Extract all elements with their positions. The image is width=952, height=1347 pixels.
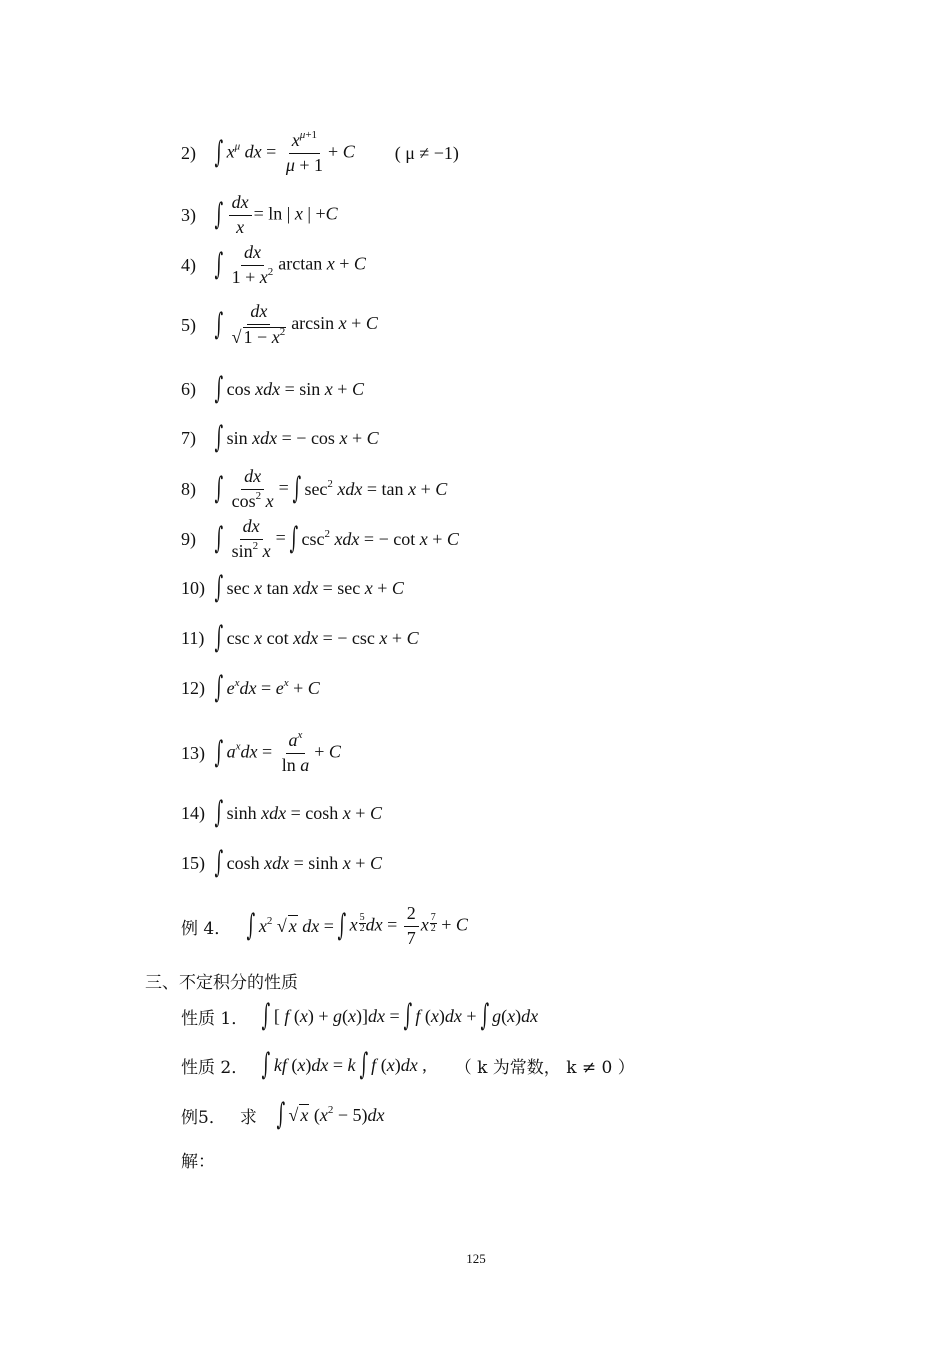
formula-6 xyxy=(181,369,364,409)
formula-expression: $e^xdx = e^x + C$ xyxy=(226,676,320,698)
property-2 xyxy=(181,1045,635,1085)
formula-number: 8) xyxy=(181,478,196,499)
formula-expression: [ f (x) + g(x)]dx = xyxy=(273,1005,400,1026)
formula-expression: $\frac{dx}{\cos^2 x}$ = xyxy=(231,465,289,511)
formula-number: 10) xyxy=(181,577,205,598)
integral-sign: ∫ xyxy=(246,908,256,943)
integral-sign: ∫ xyxy=(214,420,224,455)
formula-3 xyxy=(181,191,338,237)
integral-sign: ∫ xyxy=(214,371,224,406)
formula-condition: ( μ ≠ −1) xyxy=(394,142,459,163)
solution-label xyxy=(181,1139,215,1179)
property-condition: （ k 为常数， k ≠ 0 ） xyxy=(454,1057,635,1078)
formula-expression: $\csc^2$ xdx = − cot x + C xyxy=(301,527,459,549)
formula-expression: cosh xdx = sinh x + C xyxy=(226,852,382,873)
formula-expression: sinh xdx = cosh x + C xyxy=(226,802,382,823)
integral-sign: ∫ xyxy=(214,620,224,655)
integral-sign: ∫ xyxy=(261,998,271,1033)
integral-sign: ∫ xyxy=(214,735,224,770)
formula-expression: $\frac{dx}{1 + x^2}$ arctan x + C xyxy=(231,241,366,287)
formula-12 xyxy=(181,668,320,708)
formula-expression: $\frac{dx}{x}$ = ln | x | +C xyxy=(227,193,338,238)
formula-11 xyxy=(181,618,419,658)
integral-sign: ∫ xyxy=(261,1047,271,1082)
formula-14 xyxy=(181,793,382,833)
example-verb: 求 xyxy=(239,1107,257,1128)
formula-expression: $\frac{dx}{√ 1 - x^2}$ arcsin x + C xyxy=(231,301,378,347)
integral-sign: ∫ xyxy=(337,908,347,943)
formula-10 xyxy=(181,568,404,608)
formula-13 xyxy=(181,728,341,775)
section-heading: 三、不定积分的性质 xyxy=(145,973,298,993)
formula-expression: $a^xdx$ = $\frac{a^x}{\text{ln a}}$ + C xyxy=(226,728,341,775)
integral-sign: ∫ xyxy=(214,247,224,282)
property-label: 性质 2． xyxy=(181,1057,249,1078)
formula-number: 13) xyxy=(181,742,205,763)
page-number: 125 xyxy=(466,1251,486,1266)
integral-sign: ∫ xyxy=(214,197,224,232)
formula-expression: f (x)dx , xyxy=(371,1054,427,1075)
formula-4 xyxy=(181,241,366,287)
integral-sign: ∫ xyxy=(214,307,224,342)
formula-8 xyxy=(181,465,448,511)
integral-sign: ∫ xyxy=(214,670,224,705)
integral-sign: ∫ xyxy=(292,471,301,506)
integral-sign: ∫ xyxy=(403,998,412,1033)
formula-expression: f (x)dx + xyxy=(415,1005,477,1026)
formula-expression: sec x tan xdx = sec x + C xyxy=(226,577,404,598)
integral-sign: ∫ xyxy=(359,1047,368,1082)
integral-sign: ∫ xyxy=(214,135,224,170)
formula-2 xyxy=(181,128,459,175)
formula-expression: $\frac{dx}{\sin^2 x}$ = xyxy=(231,515,286,561)
formula-number: 14) xyxy=(181,802,205,823)
property-label: 性质 1． xyxy=(181,1008,249,1029)
formula-expression: g(x)dx xyxy=(492,1005,539,1026)
formula-number: 3) xyxy=(181,204,196,225)
formula-expression: cos xdx = sin x + C xyxy=(226,378,364,399)
integral-sign: ∫ xyxy=(480,998,489,1033)
example-label: 例5． xyxy=(181,1107,226,1128)
formula-number: 7) xyxy=(181,427,196,448)
formula-number: 9) xyxy=(181,528,196,549)
integral-sign: ∫ xyxy=(276,1097,285,1132)
formula-9 xyxy=(181,515,459,561)
formula-number: 4) xyxy=(181,254,196,275)
formula-expression: sin xdx = − cos x + C xyxy=(226,427,379,448)
formula-expression: csc x cot xdx = − csc x + C xyxy=(226,627,419,648)
integral-sign: ∫ xyxy=(214,471,224,506)
formula-number: 11) xyxy=(181,627,205,648)
formula-15 xyxy=(181,843,382,883)
formula-7 xyxy=(181,418,379,458)
example-label: 例 4． xyxy=(181,918,232,939)
formula-expression: x $\frac{5}{2}$ dx = $\frac{2}{7}$ x $\frac{7}{2}$ + C xyxy=(349,902,468,948)
formula-expression: √ x $(x^2 - 5)dx$ xyxy=(288,1104,385,1125)
property-1 xyxy=(181,996,538,1036)
formula-expression: $\sec^2$ xdx = tan x + C xyxy=(304,477,448,499)
integral-sign: ∫ xyxy=(214,845,224,880)
formula-number: 5) xyxy=(181,314,196,335)
integral-sign: ∫ xyxy=(214,521,224,556)
integral-sign: ∫ xyxy=(289,521,298,556)
formula-number: 12) xyxy=(181,677,205,698)
formula-expression: $x^2$ √ x dx = xyxy=(258,915,334,936)
formula-expression: $x^\mu$ dx = $\frac{x^{\mu+1}}{\mu + 1}$ + C xyxy=(226,128,355,175)
formula-5 xyxy=(181,301,378,347)
formula-number: 6) xyxy=(181,378,196,399)
example-5 xyxy=(181,1095,385,1135)
example-4 xyxy=(181,902,468,948)
formula-expression: kf (x)dx = k xyxy=(273,1054,356,1075)
integral-sign: ∫ xyxy=(214,795,224,830)
solution-text: 解： xyxy=(181,1151,215,1172)
formula-number: 2) xyxy=(181,142,196,163)
integral-sign: ∫ xyxy=(214,570,224,605)
formula-number: 15) xyxy=(181,852,205,873)
